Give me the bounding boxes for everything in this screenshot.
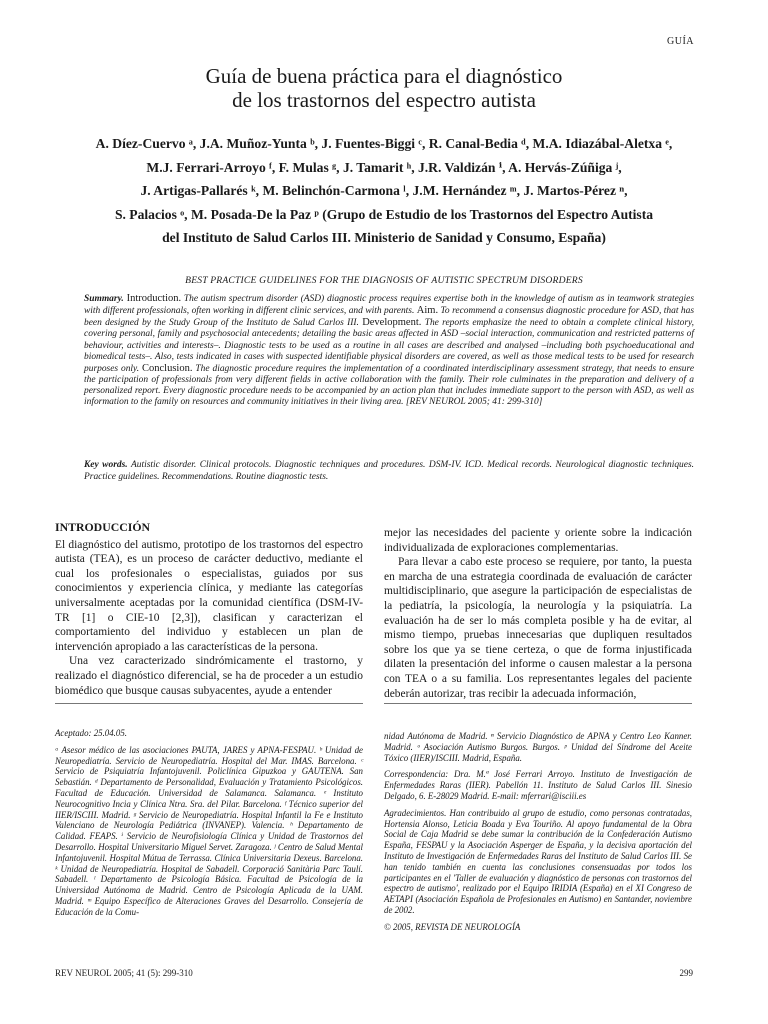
author-line: del Instituto de Salud Carlos III. Ministerio de Sanidad y Consumo, España) (162, 230, 606, 245)
section-label: GUÍA (667, 36, 694, 47)
footnotes-left (55, 728, 363, 924)
journal-citation: REV NEUROL 2005; 41 (5): 299-310 (55, 968, 193, 978)
article-title (0, 64, 768, 112)
conclusion-label: Conclusion. (142, 362, 193, 374)
acknowledgements: Agradecimientos. Han contribuido al grupo de estudio, como personas contratadas, Hortensia Alonso, Leticia Boada y Eva Touriño. Al apoyo fundamental de la Obra Social de Caja Madrid se debe sumar la contribución de la Confederación Autismo España, FESPAU y la Asociación Asperger de España, y la decisiva aportación del Instituto de Investigación de Enfermedades Raras del Instituto de Salud Carlos III. Se han tenido también en cuenta las conclusiones consensuadas por todos los participantes en el 'Taller de evaluación y diagnóstico de personas con trastornos del espectro de autismo', realizado por el Equipo IRIDIA (España) en el XI Congreso de AETAPI (Asociación Española de Profesionales en Autismo) en Santander, noviembre de 2002. (384, 807, 692, 915)
development-text: The reports emphasize the need to obtain a complete clinical history, covering personal, family and psychosocial antecedents; detailing the basic areas affected in ASD –social interaction, communication and restricted patterns of behaviour, activities and interests–. Diagnostic tests to be used as a routine in all cases are described and analysed –including both psychoeducational and biomedical tests–. Also, tests indicated in cases with suspected identifiable physical disorders are covered, as well as those medical tests to be used for research purposes only. (84, 318, 695, 374)
affiliations-continued: nidad Autónoma de Madrid. ⁿ Servicio Diagnóstico de APNA y Centro Leo Kanner. Madrid. ᵒ Asociación Autismo Burgos. Burgos. ᵖ Unidad del Síndrome del Aceite Tóxico (IIER)/ISCIII. Madrid, España. (384, 731, 692, 763)
page-number: 299 (679, 968, 693, 978)
body-paragraph: Una vez caracterizado sindrómicamente el trastorno, y realizado el diagnóstico diferencial, se ha de proceder a un estudio biomédico que busque causas subyacentes, ayude a entender (55, 655, 363, 697)
author-line: A. Díez-Cuervo ᵃ, J.A. Muñoz-Yunta ᵇ, J. Fuentes-Biggi ᶜ, R. Canal-Bedia ᵈ, M.A. Idiazábal-Aletxa ᵉ, (95, 136, 673, 151)
author-line: S. Palacios ᵒ, M. Posada-De la Paz ᵖ (Grupo de Estudio de los Trastornos del Espectro Autista (114, 206, 654, 222)
body-paragraph: El diagnóstico del autismo, prototipo de los trastornos del espectro autista (TEA), es un proceso de carácter deductivo, mediante el cual los profesionales o especialistas, guiados por sus conocimientos y experiencia clínica, y mediante las categorías universalmente aceptadas por la comunidad científica (DSM-IV-TR [1] o CIE-10 [2,3]), clasifican y caracterizan el comportamiento del individuo y establecen un plan de intervención apropiado a las características de la persona. (55, 538, 363, 653)
author-line: J. Artigas-Pallarés ᵏ, M. Belinchón-Carmona ˡ, J.M. Hernández ᵐ, J. Martos-Pérez ⁿ, (140, 183, 628, 198)
body-paragraph: mejor las necesidades del paciente y oriente sobre la indicación individualizada de exploraciones complementarias. (384, 527, 692, 554)
body-column-right (384, 526, 692, 701)
footnote-divider (55, 703, 363, 704)
introduction-label: Introduction. (126, 293, 182, 304)
introduction-text: The autism spectrum disorder (ASD) diagnostic process requires expertise both in the knowledge of autism as in teamwork strategies with different professionals, often working in different clinic services, and with parents. (84, 294, 695, 317)
footnote-divider (384, 703, 692, 704)
summary-label: Summary. (84, 294, 124, 304)
article-title-block (0, 64, 768, 112)
accepted-date: Aceptado: 25.04.05. (55, 728, 127, 738)
aim-text: To recommend a consensus diagnostic procedure for ASD, that has been designed by the Study Group of the Instituto de Salud Carlos III. (84, 306, 695, 329)
section-heading: INTRODUCCIÓN (55, 520, 151, 534)
page-footer (55, 968, 693, 978)
keywords-text: Autistic disorder. Clinical protocols. Diagnostic techniques and procedures. DSM-IV. ICD. Medical records. Neurological diagnostic techniques. Practice guidelines. Recommendations. Routine diagnostic tests. (84, 460, 695, 482)
copyright: © 2005, REVISTA DE NEUROLOGÍA (384, 921, 521, 932)
english-title: BEST PRACTICE GUIDELINES FOR THE DIAGNOSIS OF AUTISTIC SPECTRUM DISORDERS (185, 275, 583, 286)
abstract (84, 293, 694, 409)
body-paragraph: Para llevar a cabo este proceso se requiere, por tanto, la puesta en marcha de una estrategia coordinada de evaluación de carácter multidisciplinario, que asegure la participación de especialistas de la pediatría, la psicología, la neurología y la psiquiatría. La evaluación ha de ser lo más completa posible y ha de evitar, al mismo tiempo, pruebas innecesarias que dupliquen resultados sobre los que ya se tiene certeza, o que de forma injustificada dilaten la presentación del informe o causen malestar a la persona con TEA o a su familia. Los representantes legales del paciente deberán autorizar, tras recibir la adecuada información, (384, 556, 692, 700)
aim-label: Aim. (416, 305, 439, 317)
development-label: Development. (362, 317, 422, 329)
keywords (84, 460, 694, 483)
author-line: M.J. Ferrari-Arroyo ᶠ, F. Mulas ᵍ, J. Tamarit ʰ, J.R. Valdizán ⁱ, A. Hervás-Zúñiga ʲ, (146, 159, 622, 175)
affiliations: ᵃ Asesor médico de las asociaciones PAUTA, JARES y APNA-FESPAU. ᵇ Unidad de Neuropediatría. Servicio de Neuropediatría. Hospital del Mar. IMAS. Barcelona. ᶜ Servicio de Psiquiatría Infantojuvenil. Policlínica Gipuzkoa y GAUTENA. San Sebastián. ᵈ Departamento de Personalidad, Evaluación y Tratamiento Psicológicos. Facultad de Educación. Universidad de Salamanca. Salamanca. ᵉ Instituto Neurocognitivo Incia y Clínica Ntra. Sra. del Pilar. Barcelona. ᶠ Técnico superior del IIER/ISCIII. Madrid. ᵍ Servicio de Neuropediatría. Hospital Infantil la Fe e Instituto Valenciano de Neurología Pediátrica (INVANEP). Valencia. ʰ Departamento de Calidad. FEAPS. ⁱ Servicio de Neurofisiología Clínica y Unidad de Trastornos del Desarrollo. Hospital Universitario Miguel Servet. Zaragoza. ʲ Centro de Salud Mental Infantojuvenil. Hospital Mútua de Terrassa. Clínica Universitaria Dexeus. Barcelona. ᵏ Unidad de Neuropediatría. Hospital de Sabadell. Corporació Sanitària Parc Taulí. Sabadell. ˡ Departamento de Psicología Básica. Facultad de Psicología de la Universidad Autónoma de Madrid. Centro de Psicología Aplicada de la UAM. Madrid. ᵐ Equipo Específico de Alteraciones Graves del Desarrollo. Consejería de Educación de la Comu- (55, 744, 363, 917)
footnotes-right (384, 731, 692, 939)
author-list (40, 132, 728, 250)
body-column-left (55, 520, 363, 698)
title-line-1: Guía de buena práctica para el diagnóstico (205, 64, 563, 88)
correspondence: Correspondencia: Dra. M.ª José Ferrari Arroyo. Instituto de Investigación de Enfermedades Raras (IIER). Pabellón 11. Instituto de Salud Carlos III. Sinesio Delgado, 6. E-28029 Madrid. E-mail: mferrari@isciii.es (384, 769, 692, 801)
keywords-label: Key words. (84, 460, 128, 470)
conclusion-text: The diagnostic procedure requires the implementation of a coordinated interdisciplinary assessment strategy, that needs to ensure the participation of professionals from very different fields in active collaboration with the family. Their role culminates in the preparation and delivery of a personalized report. Every diagnostic procedure needs to be accompanied by an action plan that includes immediate support to the person with ASD, as well as information to the family on resources and community initiatives in their living area. [REV NEUROL 2005; 41: 299-310] (84, 363, 695, 408)
title-line-2: de los trastornos del espectro autista (232, 88, 536, 112)
